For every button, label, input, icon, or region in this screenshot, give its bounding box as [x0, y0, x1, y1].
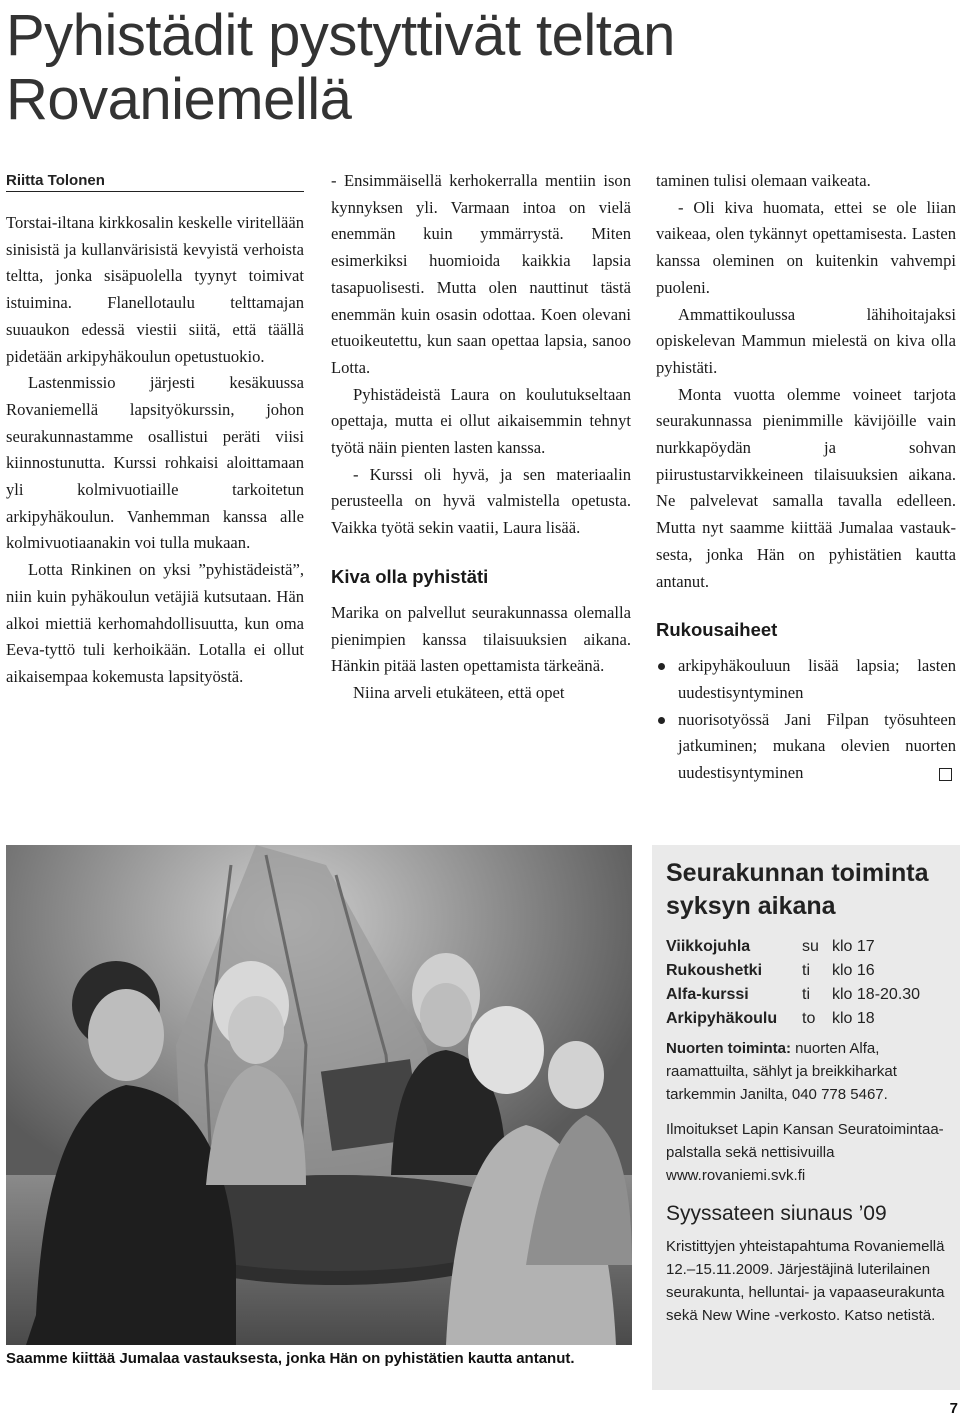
youth-label: Nuorten toiminta: [666, 1040, 791, 1057]
schedule-day: ti [802, 986, 810, 1003]
paragraph: - Oli kiva huomata, ettei se ole liian vaikeaa, olen tykännyt opettamisesta. Lasten kanssa oleminen on kuitenkin vahvempi puoleni. [656, 197, 956, 297]
prayer-list [656, 653, 956, 787]
article-column-3 [656, 168, 956, 787]
table-row [666, 935, 920, 959]
youth-text: nuorten Alfa, raamattuilta, sählyt ja breikkiharkat tarkemmin Janilta, 040 778 5467. [666, 1040, 897, 1103]
schedule-day: su [802, 938, 819, 955]
youth-activities [666, 1037, 948, 1106]
event-text: Kristittyjen yhteistapahtuma Rovaniemellä 12.–15.11.2009. Järjestäjinä luterilainen seurakunta, helluntai- ja vapaaseurakunta sekä New Wine -verkosto. Katso netistä. [666, 1238, 945, 1324]
article-column-1 [6, 210, 304, 691]
subheading: Kiva olla pyhistäti [331, 565, 489, 587]
schedule-time: klo 18-20.30 [832, 986, 921, 1003]
schedule-day: ti [802, 962, 810, 979]
paragraph: Lotta Rinkinen on yksi ”pyhistädeistä”, niin kuin pyhäkoulun vetäjiä kutsutaan. Hän alkoi miettiä kerhomahdollisuutta, kun oma Eeva-tyttö tuli kerhoikään. Lotalla ei ollut aikaisempaa kokemusta lapsityöstä. [6, 560, 304, 686]
paragraph: Ammattikoulussa lähihoitajaksi opiskelevan Mammun mielestä on kiva olla pyhistäti. [656, 304, 956, 377]
table-row [666, 983, 920, 1007]
schedule-name: Alfa-kurssi [666, 986, 749, 1003]
article-headline: Pyhistädit pystyttivät teltan Rovaniemellä [6, 3, 675, 132]
paragraph: - Ensimmäisellä kerhokerralla mentiin ison kynnyksen yli. Varmaan intoa on vielä enemmän kuin ymmärrystä. Miten esimerkiksi huomioida kaikkia lapsia tasapuolisesti. Mutta olen nauttinut tästä enemmän kuin osasin odottaa. Koen olevani etuoikeutettu, kun saan opettaa lapsia, sanoo Lotta. [331, 171, 631, 377]
schedule-time: klo 17 [832, 938, 875, 955]
schedule-table [666, 935, 920, 1031]
notices-text: Ilmoitukset Lapin Kansan Seuratoimintaa-palstalla sekä nettisivuilla www.rovaniemi.svk.fi [666, 1121, 944, 1184]
schedule-name: Rukoushetki [666, 962, 763, 979]
article-column-2 [331, 168, 631, 707]
paragraph: Monta vuotta olemme voineet tarjota seurakunnassa pienimmille kävijöille vain nurkkapöydän ja sohvan piirustustarvikkeineen tilaisuuksien aikana. Ne palvelevat samalla tavalla edelleen. Mutta nyt saamme kiittää Jumalaa vastauksesta, jonka Hän on pyhistätien kautta antanut. [656, 384, 956, 591]
photo-image [6, 845, 632, 1345]
byline: Riitta Tolonen [6, 172, 304, 192]
sidebar-title: Seurakunnan toiminta syksyn aikana [666, 859, 929, 920]
paragraph: Pyhistädeistä Laura on koulutukseltaan opettaja, mutta ei ollut aikaisemmin tehnyt työtä näin pienten lasten kanssa. [331, 384, 631, 458]
article-photo [6, 845, 632, 1345]
paragraph: taminen tulisi olemaan vaikeata. [656, 171, 871, 190]
subheading-prayers: Rukousaiheet [656, 619, 778, 641]
list-item: arkipyhäkouluun lisää lapsia; lasten uudestisyntyminen [656, 653, 956, 706]
end-mark-icon [939, 768, 952, 781]
schedule-time: klo 16 [832, 962, 875, 979]
schedule-time: klo 18 [832, 1010, 875, 1027]
event-title: Syyssateen siunaus ’09 [666, 1202, 887, 1225]
paragraph: Marika on palvellut seurakunnassa olemalla pienimpien kanssa tilaisuuksien aikana. Hänkin pitää lasten opettamista tärkeänä. [331, 602, 631, 676]
page-number: 7 [949, 1400, 958, 1417]
paragraph: Torstai-iltana kirkkosalin keskelle viritellään sinisistä ja kullanvärisistä kevyistä verhoista teltta, jonka sisäpuolella tyynyt toimivat istuimina. Flanellotaulu telttamajan suuaukon edessä viestii siitä, että täällä pidetään arkipyhäkoulun opetustuokio. [6, 213, 304, 366]
table-row [666, 1007, 920, 1031]
schedule-day: to [802, 1010, 816, 1027]
schedule-name: Viikkojuhla [666, 938, 751, 955]
table-row [666, 959, 920, 983]
schedule-name: Arkipyhäkoulu [666, 1010, 778, 1027]
paragraph: Lastenmissio järjesti kesäkuussa Rovaniemellä lapsityökurssin, johon seurakunnastamme osallistui peräti viisi kiinnostunutta. Kurssi rohkaisi aloittamaan yli kolmivuotiaille tarkoitetun arkipyhäkoulun. Vanhemman kanssa alle kolmivuotiaanakin voi tulla mukaan. [6, 373, 304, 553]
info-sidebar [652, 845, 960, 1390]
paragraph: - Kurssi oli hyvä, ja sen materiaalin perusteella on hyvä valmistella opetusta. Vaikka työtä sekin vaatii, Laura lisää. [331, 464, 631, 538]
photo-caption: Saamme kiittää Jumalaa vastauksesta, jonka Hän on pyhistätien kautta antanut. [6, 1350, 575, 1367]
list-item: nuorisotyössä Jani Filpan työsuhteen jatkuminen; mukana olevien nuorten uudestisyntyminen [656, 707, 956, 787]
paragraph: Niina arveli etukäteen, että opet [353, 682, 565, 702]
